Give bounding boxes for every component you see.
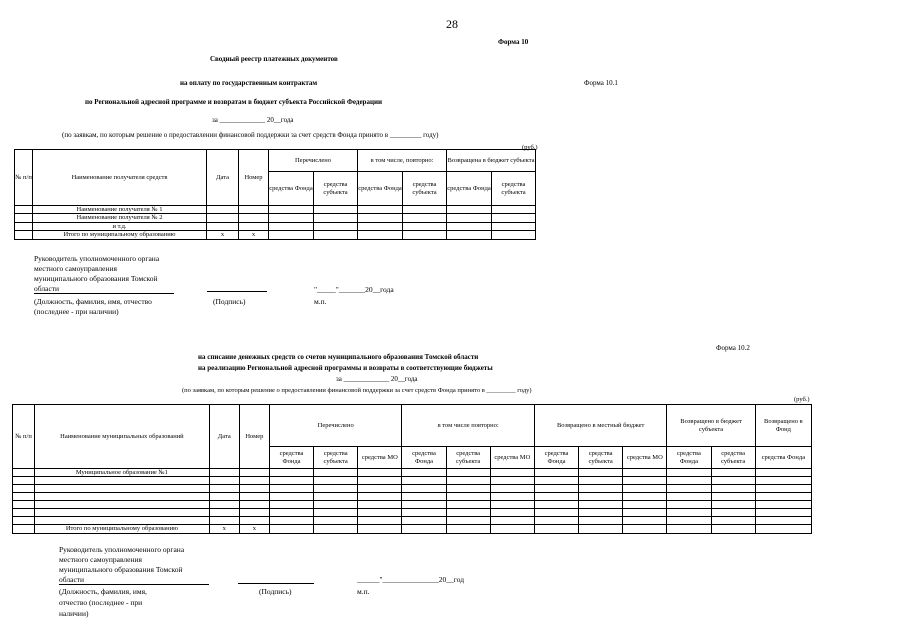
table-row-total: [13, 525, 812, 533]
table-row: [13, 485, 812, 493]
col-date: Дата: [209, 405, 239, 469]
sub-subject: средства субъекта: [711, 447, 755, 469]
sub-fund: средства Фонда: [667, 447, 711, 469]
table-row: [13, 493, 812, 501]
col-num: № п/п: [15, 150, 33, 206]
sub-subject: средства субъекта: [314, 172, 358, 206]
form101-units: (руб.): [522, 144, 538, 151]
row-total-label: Итого по муниципальному образованию: [33, 231, 207, 239]
sign1-stamp: м.п.: [314, 297, 327, 306]
table-row: [13, 517, 812, 525]
row-name: Наименование получателя № 1: [33, 206, 207, 214]
sign2-role-caption3: наличии): [59, 609, 89, 618]
sign2-signature-caption: (Подпись): [259, 587, 292, 596]
form101-label: Форма 10.1: [584, 79, 618, 87]
col-incl-repeat: в том числе, повторно:: [358, 150, 447, 172]
col-returned: Возвращена в бюджет субъекта: [447, 150, 536, 172]
sub-fund: средства Фонда: [358, 172, 403, 206]
form102-period: за _____________ 20__года: [336, 375, 418, 383]
table-row: [15, 214, 536, 222]
sub-fund: средства Фонда: [402, 447, 446, 469]
table-row: [13, 477, 812, 485]
sign1-signature-caption: (Подпись): [213, 297, 246, 306]
sub-fund: средства Фонда: [534, 447, 578, 469]
row-name: Наименование получателя № 2: [33, 214, 207, 222]
form102-title1: на списание денежных средств со счетов муниципального образования Томской области: [198, 353, 479, 361]
sub-subject: средства субъекта: [579, 447, 623, 469]
form10-title2: на оплату по государственным контрактам: [180, 79, 318, 87]
sign1-role-line: [34, 293, 174, 294]
col-date: Дата: [207, 150, 239, 206]
sign1-date: "_____"_______20__года: [314, 285, 394, 294]
col-transferred: Перечислено: [269, 405, 401, 447]
col-name: Наименование муниципальных образований: [35, 405, 210, 469]
form10-title1: Сводный реестр платежных документов: [210, 55, 338, 63]
form102-units: (руб.): [794, 396, 810, 403]
sign1-role-caption: (Должность, фамилия, имя, отчество: [34, 297, 152, 306]
sub-subject: средства субъекта: [403, 172, 447, 206]
sign1-line1: Руководитель уполномоченного органа: [34, 254, 160, 263]
row-total-label: Итого по муниципальному образованию: [35, 525, 210, 533]
sign1-line4: области: [34, 284, 60, 293]
sign2-role-caption: (Должность, фамилия, имя,: [59, 587, 147, 596]
row-name: Муниципальное образование №1: [35, 469, 210, 477]
col-number: Номер: [239, 150, 269, 206]
sign1-role-caption2: (последнее - при наличии): [34, 307, 119, 316]
row-name: и т.д.: [33, 222, 207, 230]
col-transferred: Перечислено: [269, 150, 358, 172]
form10-title3: по Региональной адресной программе и возвратам в бюджет субъекта Российской Федерации: [85, 98, 383, 106]
sub-fund: средства Фонда: [269, 447, 313, 469]
sub-subject: средства субъекта: [446, 447, 490, 469]
sub-fund: средства Фонда: [269, 172, 314, 206]
sign2-date: ______"_______________20__год: [357, 575, 465, 584]
sign2-stamp: м.п.: [357, 587, 370, 596]
form102-title2: на реализацию Региональной адресной программы и возвраты в соответствующие бюджеты: [198, 364, 493, 372]
sub-fund: средства Фонда: [447, 172, 492, 206]
page-number: 28: [446, 17, 458, 31]
col-name: Наименование получателя средств: [33, 150, 207, 206]
col-returned-fund: Возвращено в Фонд: [755, 405, 811, 447]
sub-mo: средства МО: [623, 447, 667, 469]
col-returned-subject: Возвращено в бюджет субъекта: [667, 405, 755, 447]
sub-mo: средства МО: [358, 447, 402, 469]
form101-table: [14, 149, 536, 240]
sign2-signature-line: [238, 583, 314, 584]
table-row: [15, 222, 536, 230]
sub-fund: средства Фонда: [755, 447, 811, 469]
sign1-signature-line: [207, 291, 267, 292]
col-returned-local: Возвращено в местный бюджет: [534, 405, 666, 447]
table-row-total: [15, 231, 536, 239]
form10-basis: (по заявкам, по которым решение о предоставлении финансовой поддержки за счет средств Фонда принято в _________ году): [62, 131, 439, 139]
x-mark: x: [209, 525, 239, 533]
sign2-line3: муниципального образования Томской: [59, 565, 183, 574]
sub-subject: средства субъекта: [492, 172, 536, 206]
x-mark: x: [239, 231, 269, 239]
x-mark: x: [239, 525, 269, 533]
form10-period: за _____________ 20__года: [212, 116, 294, 124]
table-row: [15, 206, 536, 214]
sign2-role-caption2: отчество (последнее - при: [59, 598, 143, 607]
form102-label: Форма 10.2: [716, 344, 750, 352]
table-row: [13, 509, 812, 517]
sub-subject: средства субъекта: [314, 447, 358, 469]
sign1-line2: местного самоуправления: [34, 264, 117, 273]
sign1-line3: муниципального образования Томской: [34, 274, 158, 283]
col-incl-repeat: в том числе повторно:: [402, 405, 534, 447]
x-mark: x: [207, 231, 239, 239]
table-row: [13, 501, 812, 509]
col-num: № п/п: [13, 405, 35, 469]
sub-mo: средства МО: [490, 447, 534, 469]
sign2-role-line: [59, 584, 209, 585]
form102-basis: (по заявкам, по которым решение о предоставлении финансовой поддержки за счет средств Фонда принято в _________ году): [182, 387, 532, 394]
sign2-line4: области: [59, 575, 85, 584]
sign2-line1: Руководитель уполномоченного органа: [59, 545, 185, 554]
col-number: Номер: [239, 405, 269, 469]
sign2-line2: местного самоуправления: [59, 555, 142, 564]
form102-table: [12, 404, 812, 534]
table-row: [13, 469, 812, 477]
form10-label: Форма 10: [498, 38, 529, 46]
